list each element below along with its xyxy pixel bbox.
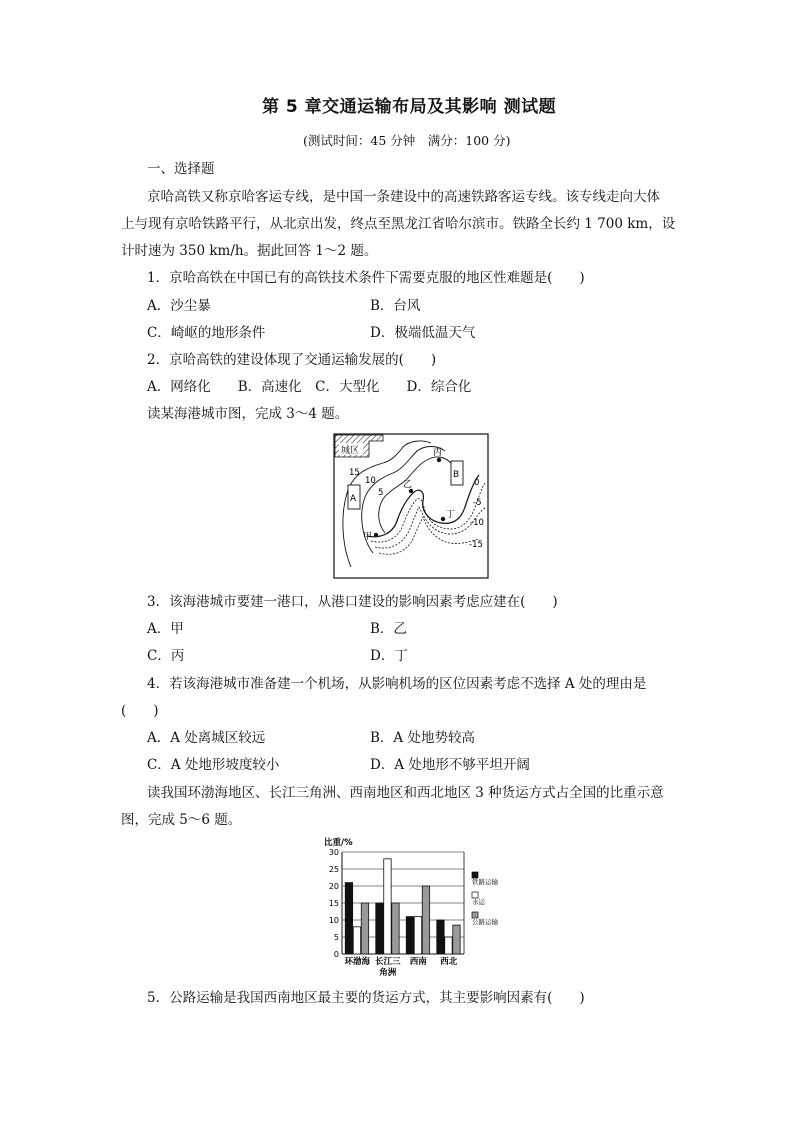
q4-stem-cont: ( ) [121,703,159,719]
q3-option-a: A．甲 [147,621,184,637]
point-jia [374,533,378,537]
bar-road-1 [392,903,399,954]
q1-option-b: B．台风 [370,298,421,314]
contour-label-5: 5 [378,488,384,498]
q4-option-c: C．A 处地形坡度较小 [147,757,280,773]
q3-stem: 3．该海港城市要建一港口，从港口建设的影响因素考虑应建在( ) [147,594,558,610]
q5-stem: 5．公路运输是我国西南地区最主要的货运方式，其主要影响因素有( ) [147,990,585,1006]
q4-option-a: A．A 处离城区较远 [147,730,266,746]
x-tick-label: 长江三 [374,957,401,967]
intro1-line3: 计时速为 350 km/h。据此回答 1～2 题。 [121,243,378,259]
intro1-line1: 京哈高铁又称京哈客运专线，是中国一条建设中的高速铁路客运专线。该专线走向大体 [147,189,660,205]
y-tick-label: 25 [328,865,339,874]
q3-option-b: B．乙 [370,621,407,637]
q1-option-a: A．沙尘暴 [147,298,211,314]
contour-label-minus15: -15 [469,540,483,550]
contour-label-minus10: -10 [470,518,484,528]
q2-stem: 2．京哈高铁的建设体现了交通运输发展的( ) [147,352,437,368]
x-tick-label: 西北 [440,957,458,967]
q4-option-d: D．A 处地形不够平坦开阔 [370,757,530,773]
x-tick-label: 环渤海 [344,957,371,967]
x-tick-label: 西南 [409,957,427,967]
y-tick-label: 0 [333,950,339,959]
section-heading: 一、选择题 [147,161,215,177]
intro3-line1: 读我国环渤海地区、长江三角洲、西南地区和西北地区 3 种货运方式占全国的比重示意 [147,785,664,801]
contour-label-minus5: -5 [473,498,482,508]
legend-label: 铁路运输 [472,878,498,886]
point-jia-label: 甲 [363,532,373,542]
contour-label-15: 15 [349,468,360,478]
bar-road-2 [422,886,429,954]
y-axis-title: 比重/% [324,838,353,848]
point-bing-label: 丙 [433,448,443,458]
q3-option-c: C．丙 [147,648,185,664]
intro2: 读某海港城市图，完成 3～4 题。 [147,406,349,422]
city-label: 城区 [341,446,360,456]
q4-option-b: B．A 处地势较高 [370,730,475,746]
bar-water-2 [414,917,421,954]
site-a-label: A [350,494,357,504]
legend-label: 公路运输 [472,918,498,926]
bar-rail-0 [345,883,352,954]
q1-option-c: C．崎岖的地形条件 [147,325,266,341]
q4-stem: 4．若该海港城市准备建一个机场，从影响机场的区位因素考虑不选择 A 处的理由是 [147,676,647,692]
contour-label-0: 0 [474,478,480,488]
point-yi-label: 乙 [403,480,413,490]
contour-label-10: 10 [365,476,376,486]
bar-road-0 [361,903,368,954]
q1-stem: 1．京哈高铁在中国已有的高铁技术条件下需要克服的地区性难题是( ) [147,270,585,286]
x-tick-sublabel: 角洲 [379,968,397,978]
bar-rail-1 [376,903,383,954]
y-tick-label: 5 [333,933,339,942]
q2-options: A．网络化 B．高速化 C．大型化 D．综合化 [147,379,472,395]
point-ding-label: 丁 [446,510,456,520]
page-title: 第 5 章交通运输布局及其影响 测试题 [262,97,557,117]
y-tick-label: 30 [328,848,339,857]
intro3-line2: 图，完成 5～6 题。 [121,812,242,828]
y-tick-label: 20 [328,882,339,891]
site-b-label: B [453,470,460,480]
bar-rail-2 [406,917,413,954]
point-ding [441,517,445,521]
test-info: (测试时间：45 分钟 满分：100 分) [303,133,511,148]
bar-water-1 [384,859,391,954]
q3-option-d: D．丁 [370,648,408,664]
y-tick-label: 10 [328,916,339,925]
q1-option-d: D．极端低温天气 [370,325,476,341]
intro1-line2: 上与现有京哈铁路平行，从北京出发，终点至黑龙江省哈尔滨市。铁路全长约 1 700 km，设 [121,216,676,232]
bar-water-3 [445,937,452,954]
bar-water-0 [353,927,360,954]
legend-label: 水运 [472,898,485,906]
freight-share-chart [316,834,508,980]
bar-road-3 [453,925,460,954]
bar-rail-3 [437,920,444,954]
y-tick-label: 15 [328,899,339,908]
harbor-city-map [333,433,489,579]
point-bing [437,458,441,462]
